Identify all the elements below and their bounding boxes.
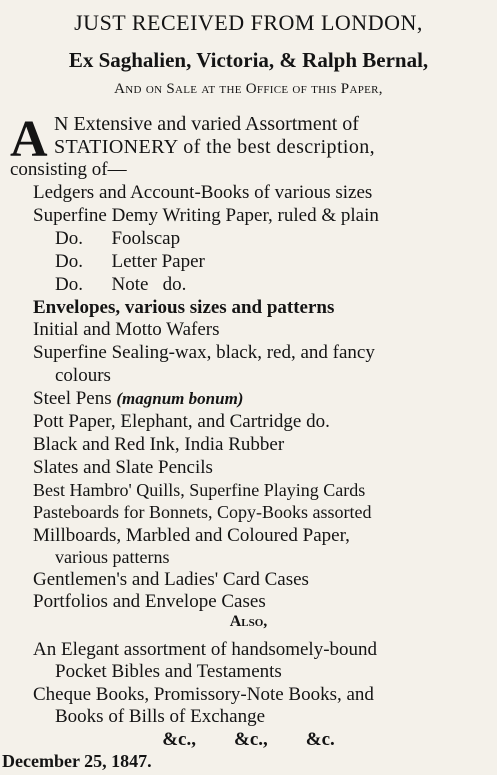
list-item: Millboards, Marbled and Coloured Paper, xyxy=(33,525,350,546)
also-heading: Also, xyxy=(229,613,268,630)
list-item: colours xyxy=(55,365,111,386)
list-item: Gentlemen's and Ladies' Card Cases xyxy=(33,569,309,590)
steel-pens-label: Steel Pens xyxy=(33,388,112,409)
list-item: Initial and Motto Wafers xyxy=(33,319,220,340)
list-item: Black and Red Ink, India Rubber xyxy=(33,434,285,455)
intro-line-1: N Extensive and varied Assortment of xyxy=(54,113,359,135)
subheadline: And on Sale at the Office of this Paper, xyxy=(114,81,383,97)
list-item: Do. Letter Paper xyxy=(55,251,205,272)
list-item: Ledgers and Account-Books of various sizes xyxy=(33,182,373,203)
drop-cap: A xyxy=(10,111,48,168)
steel-pens-note: (magnum bonum) xyxy=(116,389,244,408)
headline: JUST RECEIVED FROM LONDON, xyxy=(74,10,423,35)
ship-names: Ex Saghalien, Victoria, & Ralph Bernal, xyxy=(68,48,429,72)
list-item: Envelopes, various sizes and patterns xyxy=(33,297,335,318)
list-item: Portfolios and Envelope Cases xyxy=(33,591,266,612)
list-item: various patterns xyxy=(55,547,170,567)
list-item: Superfine Demy Writing Paper, ruled & plain xyxy=(33,205,379,226)
etcetera-line: &c., &c., &c. xyxy=(162,729,335,750)
list-item: Pott Paper, Elephant, and Cartridge do. xyxy=(33,411,330,432)
intro-line-2: STATIONERY of the best description, xyxy=(54,136,376,158)
list-item: Books of Bills of Exchange xyxy=(55,706,266,727)
list-item: Pocket Bibles and Testaments xyxy=(55,661,282,682)
list-item xyxy=(33,389,243,408)
list-item: An Elegant assortment of handsomely-bound xyxy=(33,639,378,660)
publication-date: December 25, 1847. xyxy=(2,751,152,771)
list-item: Superfine Sealing-wax, black, red, and fancy xyxy=(33,342,375,363)
list-item: Pasteboards for Bonnets, Copy-Books assorted xyxy=(33,502,372,522)
list-item: Do. Foolscap xyxy=(55,228,181,249)
list-item: Cheque Books, Promissory-Note Books, and xyxy=(33,684,374,705)
list-item: Do. Note do. xyxy=(55,274,187,295)
list-item: Slates and Slate Pencils xyxy=(33,457,213,478)
intro-line-3: consisting of— xyxy=(10,159,127,180)
list-item: Best Hambro' Quills, Superfine Playing Cards xyxy=(33,480,366,500)
